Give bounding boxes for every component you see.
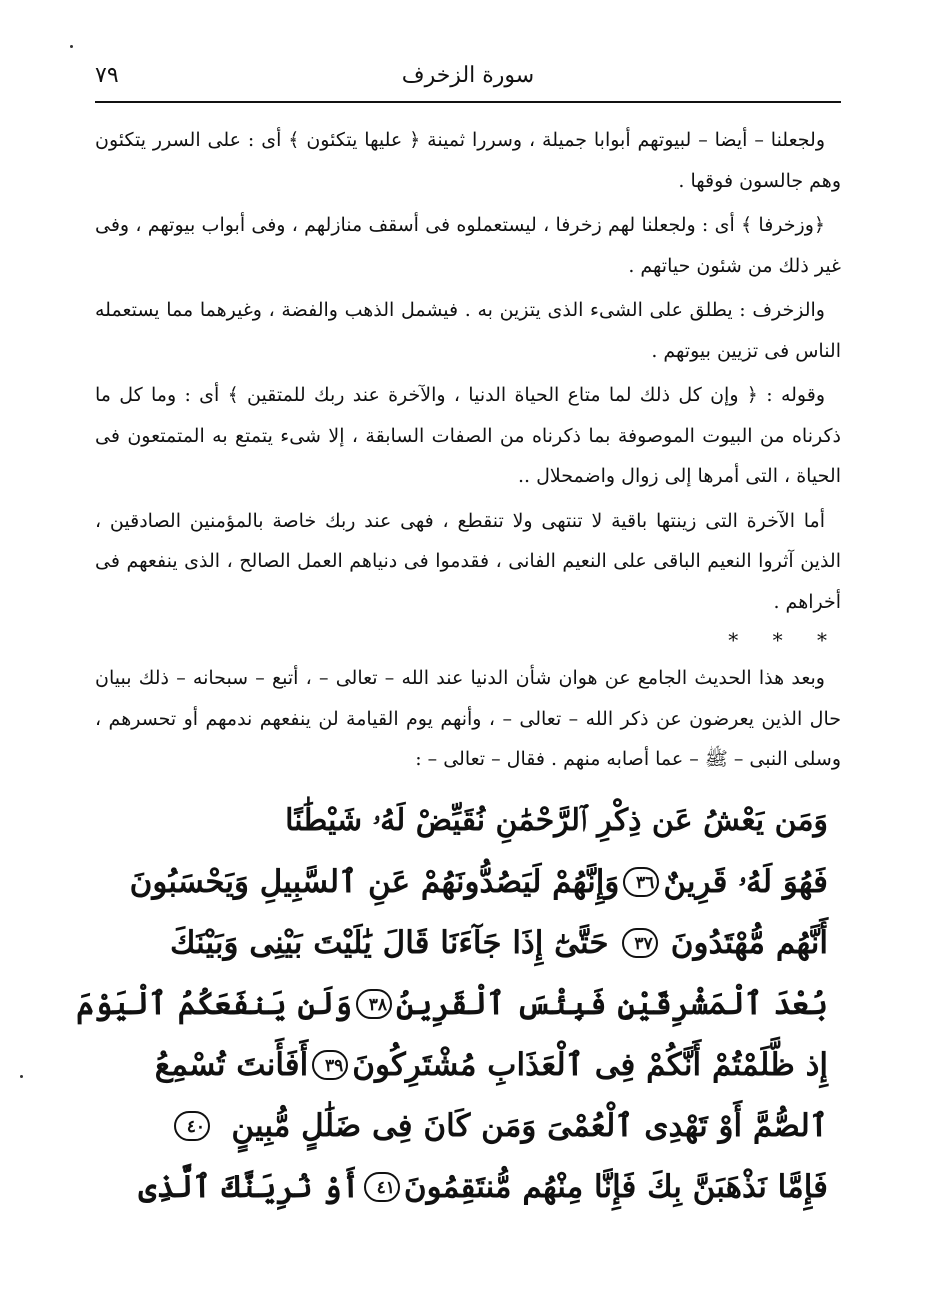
- paragraph: والزخرف : يطلق على الشىء الذى يتزين به . فيشمل الذهب والفضة ، وغيرهما مما يستعمله الناس فى تزيين بيوتهم .: [95, 299, 841, 362]
- section-separator: * * *: [728, 628, 841, 652]
- surah-title: سورة الزخرف: [401, 63, 535, 88]
- quran-line: [76, 973, 828, 1034]
- verse-number-marker: ٣٦: [623, 867, 659, 897]
- verse-number-marker: ٣٧: [622, 928, 658, 958]
- paragraph: وقوله : ﴿ وإن كل ذلك لما متاع الحياة الدنيا ، والآخرة عند ربك للمتقين ﴾ أى : وما كل ما ذكرناه من البيوت الموصوفة بما ذكرناه من الصفات السابقة ، إلا شىء يتمتع به المتمتعون فى الحياة ، التى أمرها إلى زوال واضمحلال ..: [95, 384, 841, 487]
- verse-text: ٱلصُّمَّ أَوْ تَهْدِى ٱلْعُمْىَ وَمَن كَانَ فِى ضَلَٰلٍ مُّبِينٍ: [231, 1107, 828, 1144]
- page-number: ٧٩: [95, 63, 119, 88]
- quran-verses-block: [76, 790, 828, 1217]
- verse-text: أَوْ نُرِيَنَّكَ ٱلَّذِى: [138, 1168, 360, 1205]
- paragraph: ولجعلنا – أيضا – لبيوتهم أبوابا جميلة ، وسررا ثمينة ﴿ عليها يتكئون ﴾ أى : على السرر يتكئون وهم جالسون فوقها .: [95, 129, 841, 192]
- verse-text: فَهُوَ لَهُۥ قَرِينٌ: [663, 863, 828, 900]
- verse-text: وَلَن يَنفَعَكُمُ ٱلْيَوْمَ: [76, 985, 352, 1022]
- page-header: [95, 55, 841, 103]
- verse-text: فَإِمَّا نَذْهَبَنَّ بِكَ فَإِنَّا مِنْهُم مُّنتَقِمُونَ: [403, 1168, 828, 1205]
- verse-text: أَفَأَنتَ تُسْمِعُ: [154, 1046, 309, 1083]
- verse-number-marker: ٣٩: [312, 1050, 348, 1080]
- verse-number-marker: ٣٨: [356, 989, 392, 1019]
- verse-text: أَنَّهُم مُّهْتَدُونَ: [670, 924, 828, 961]
- verse-number-marker: ٤١: [364, 1172, 400, 1202]
- verse-text: حَتَّىٰٓ إِذَا جَآءَنَا قَالَ يَٰلَيْتَ بَيْنِى وَبَيْنَكَ: [170, 924, 609, 961]
- verse-text: إِذ ظَّلَمْتُمْ أَنَّكُمْ فِى ٱلْعَذَابِ مُشْتَرِكُونَ: [352, 1046, 828, 1083]
- commentary-text: [95, 120, 841, 780]
- verse-text: بُعْدَ ٱلْمَشْرِقَيْنِ فَبِئْسَ ٱلْقَرِينُ: [396, 985, 828, 1022]
- speck: [70, 45, 73, 48]
- quran-line: [170, 1095, 828, 1156]
- quran-line: [170, 912, 828, 973]
- quran-line: [138, 1156, 828, 1217]
- paragraph: أما الآخرة التى زينتها باقية لا تنتهى ولا تنقطع ، فهى عند ربك خاصة بالمؤمنين الصادقين ، الذين آثروا النعيم الباقى على النعيم الفانى ، فقدموا فى دنياهم العمل الصالح ، الذى ينفعهم فى أخراهم .: [95, 509, 841, 613]
- verse-text: وَإِنَّهُمْ لَيَصُدُّونَهُمْ عَنِ ٱلسَّبِيلِ وَيَحْسَبُونَ: [129, 863, 620, 900]
- quran-line: [170, 790, 828, 851]
- verse-number-marker: ٤٠: [174, 1111, 210, 1141]
- verse-text: وَمَن يَعْشُ عَن ذِكْرِ ٱلرَّحْمَٰنِ نُقَيِّضْ لَهُۥ شَيْطَٰنًا: [285, 802, 828, 838]
- quran-line: [129, 851, 828, 912]
- speck: [20, 1075, 23, 1078]
- paragraph: وبعد هذا الحديث الجامع عن هوان شأن الدنيا عند الله – تعالى – ، أتبع – سبحانه – ذلك ببيان حال الذين يعرضون عن ذكر الله – تعالى – ، وأنهم يوم القيامة لن ينفعهم ندمهم أو تحسرهم ، وسلى النبى – ﷺ – عما أصابه منهم . فقال – تعالى – :: [95, 667, 841, 770]
- paragraph: ﴿وزخرفا ﴾ أى : ولجعلنا لهم زخرفا ، ليستعملوه فى أسقف منازلهم ، وفى أبواب بيوتهم ، وفى غير ذلك من شئون حياتهم .: [95, 214, 841, 277]
- quran-line: [154, 1034, 828, 1095]
